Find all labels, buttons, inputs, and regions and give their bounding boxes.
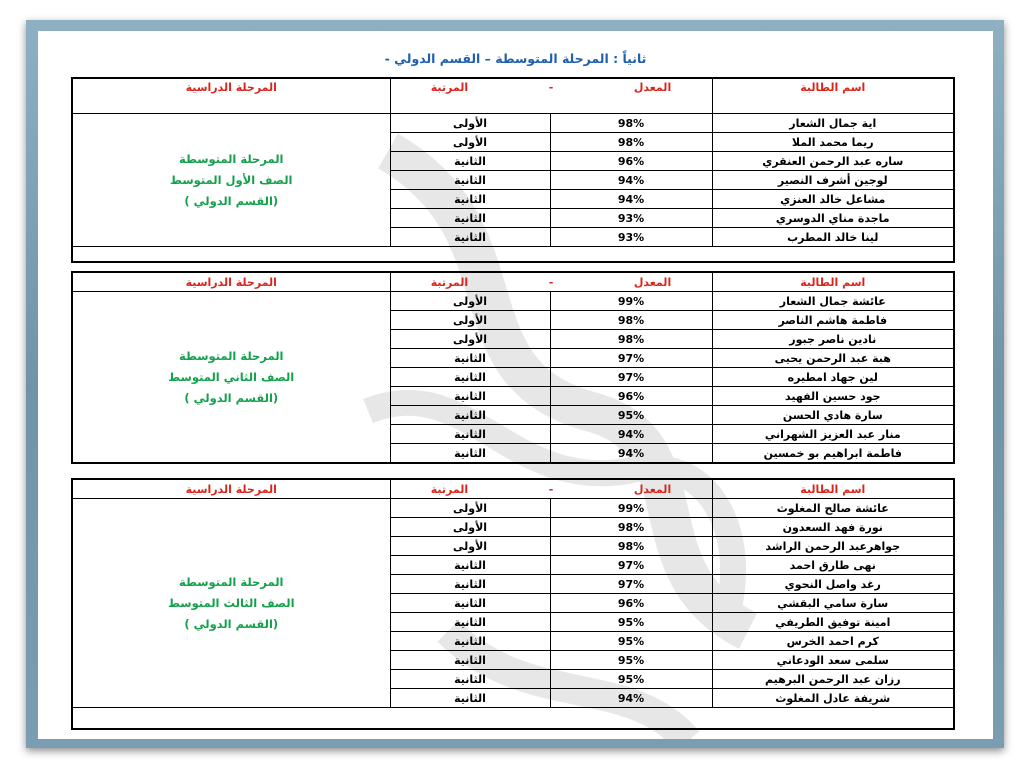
header-rank-average <box>390 272 712 292</box>
rank-cell: الثانية <box>390 425 550 444</box>
results-table-1 <box>71 77 955 263</box>
stage-line: المرحلة المتوسطة <box>179 574 284 589</box>
name-cell: نادين ناصر جبور <box>712 330 954 349</box>
spacer-row <box>72 247 954 263</box>
header-name: اسم الطالبة <box>712 272 954 292</box>
header-rank: المرتبة <box>430 482 469 496</box>
average-cell: 99% <box>550 292 712 311</box>
average-cell: 98% <box>550 311 712 330</box>
rank-cell: الثانية <box>390 387 550 406</box>
stage-cell <box>72 499 390 708</box>
average-cell: 96% <box>550 387 712 406</box>
header-rank: المرتبة <box>430 275 469 289</box>
rank-cell: الثانية <box>390 444 550 464</box>
header-stage: المرحلة الدراسية <box>72 479 390 499</box>
stage-line: (القسم الدولي ) <box>184 193 279 208</box>
results-table-2 <box>71 271 955 464</box>
table-header <box>72 479 954 499</box>
name-cell: شريفة عادل المغلوث <box>712 689 954 708</box>
rank-cell: الثانية <box>390 651 550 670</box>
stage-line: الصف الثاني المتوسط <box>168 369 295 384</box>
name-cell: سارة سامي البقشي <box>712 594 954 613</box>
header-rank-average <box>390 479 712 499</box>
rank-cell: الثانية <box>390 368 550 387</box>
average-cell: 94% <box>550 444 712 464</box>
rank-cell: الأولى <box>390 114 550 133</box>
header-average: المعدل <box>633 81 672 94</box>
average-cell: 94% <box>550 190 712 209</box>
section-grade-2 <box>71 271 953 464</box>
rank-cell: الأولى <box>390 330 550 349</box>
name-cell: عائشة جمال الشعار <box>712 292 954 311</box>
name-cell: جواهرعبد الرحمن الراشد <box>712 537 954 556</box>
name-cell: ريما محمد الملا <box>712 133 954 152</box>
name-cell: فاطمة ابراهيم بو خمسين <box>712 444 954 464</box>
stage-line: (القسم الدولي ) <box>184 616 279 631</box>
average-cell: 97% <box>550 368 712 387</box>
average-cell: 94% <box>550 689 712 708</box>
spacer-row <box>72 708 954 730</box>
header-rank-average <box>390 78 712 114</box>
name-cell: سلمى سعد الودعاني <box>712 651 954 670</box>
rank-cell: الثانية <box>390 575 550 594</box>
table-header <box>72 78 954 114</box>
rank-cell: الثانية <box>390 152 550 171</box>
rank-cell: الثانية <box>390 171 550 190</box>
average-cell: 97% <box>550 556 712 575</box>
name-cell: ساره عبد الرحمن العنقري <box>712 152 954 171</box>
header-name: اسم الطالبة <box>712 78 954 114</box>
name-cell: امينة توفيق الطريفي <box>712 613 954 632</box>
name-cell: جود حسين الفهيد <box>712 387 954 406</box>
name-cell: لين جهاد امطيره <box>712 368 954 387</box>
name-cell: رغد واصل النحوي <box>712 575 954 594</box>
average-cell: 98% <box>550 133 712 152</box>
name-cell: رزان عبد الرحمن البرهيم <box>712 670 954 689</box>
name-cell: فاطمة هاشم الناصر <box>712 311 954 330</box>
name-cell: نورة فهد السعدون <box>712 518 954 537</box>
header-dash: - <box>548 81 554 94</box>
header-average: المعدل <box>633 482 672 496</box>
header-stage: المرحلة الدراسية <box>72 272 390 292</box>
header-name: اسم الطالبة <box>712 479 954 499</box>
average-cell: 98% <box>550 330 712 349</box>
table-row <box>72 114 954 133</box>
name-cell: سارة هادي الحسن <box>712 406 954 425</box>
name-cell: هبة عبد الرحمن يحيى <box>712 349 954 368</box>
stage-cell <box>72 114 390 247</box>
name-cell: منار عبد العزيز الشهراني <box>712 425 954 444</box>
name-cell: مشاعل خالد العنزي <box>712 190 954 209</box>
average-cell: 96% <box>550 594 712 613</box>
average-cell: 95% <box>550 632 712 651</box>
stage-line: المرحلة المتوسطة <box>179 151 284 166</box>
average-cell: 95% <box>550 651 712 670</box>
rank-cell: الأولى <box>390 518 550 537</box>
stage-cell <box>72 292 390 464</box>
stage-line: (القسم الدولي ) <box>184 390 279 405</box>
table-header <box>72 272 954 292</box>
header-average: المعدل <box>633 275 672 289</box>
header-stage: المرحلة الدراسية <box>72 78 390 114</box>
average-cell: 94% <box>550 171 712 190</box>
rank-cell: الأولى <box>390 499 550 518</box>
table-row <box>72 499 954 518</box>
rank-cell: الأولى <box>390 133 550 152</box>
name-cell: اية جمال الشعار <box>712 114 954 133</box>
rank-cell: الثانية <box>390 689 550 708</box>
rank-cell: الثانية <box>390 670 550 689</box>
rank-cell: الثانية <box>390 349 550 368</box>
average-cell: 95% <box>550 613 712 632</box>
header-rank: المرتبة <box>430 81 469 94</box>
average-cell: 98% <box>550 114 712 133</box>
stage-line: الصف الأول المتوسط <box>170 172 293 187</box>
section-grade-3 <box>71 478 953 730</box>
slide-content <box>38 31 993 739</box>
header-dash: - <box>548 275 554 289</box>
average-cell: 95% <box>550 670 712 689</box>
rank-cell: الأولى <box>390 537 550 556</box>
name-cell: نهى طارق احمد <box>712 556 954 575</box>
rank-cell: الثانية <box>390 613 550 632</box>
name-cell: ماجدة مناي الدوسري <box>712 209 954 228</box>
average-cell: 94% <box>550 425 712 444</box>
rank-cell: الأولى <box>390 292 550 311</box>
name-cell: لينا خالد المطرب <box>712 228 954 247</box>
stage-line: الصف الثالث المتوسط <box>167 595 295 610</box>
rank-cell: الأولى <box>390 311 550 330</box>
rank-cell: الثانية <box>390 406 550 425</box>
average-cell: 93% <box>550 228 712 247</box>
header-dash: - <box>548 482 554 496</box>
average-cell: 96% <box>550 152 712 171</box>
average-cell: 99% <box>550 499 712 518</box>
table-row <box>72 292 954 311</box>
rank-cell: الثانية <box>390 228 550 247</box>
average-cell: 97% <box>550 575 712 594</box>
name-cell: كرم احمد الخرس <box>712 632 954 651</box>
rank-cell: الثانية <box>390 632 550 651</box>
rank-cell: الثانية <box>390 209 550 228</box>
average-cell: 98% <box>550 518 712 537</box>
average-cell: 97% <box>550 349 712 368</box>
page-title: ثانياً : المرحلة المتوسطة – القسم الدولي - <box>384 51 647 66</box>
rank-cell: الثانية <box>390 594 550 613</box>
average-cell: 93% <box>550 209 712 228</box>
average-cell: 98% <box>550 537 712 556</box>
average-cell: 95% <box>550 406 712 425</box>
rank-cell: الثانية <box>390 190 550 209</box>
name-cell: عائشة صالح المغلوث <box>712 499 954 518</box>
results-table-3 <box>71 478 955 730</box>
section-grade-1 <box>71 77 953 263</box>
stage-line: المرحلة المتوسطة <box>179 348 284 363</box>
rank-cell: الثانية <box>390 556 550 575</box>
name-cell: لوجين أشرف النصير <box>712 171 954 190</box>
